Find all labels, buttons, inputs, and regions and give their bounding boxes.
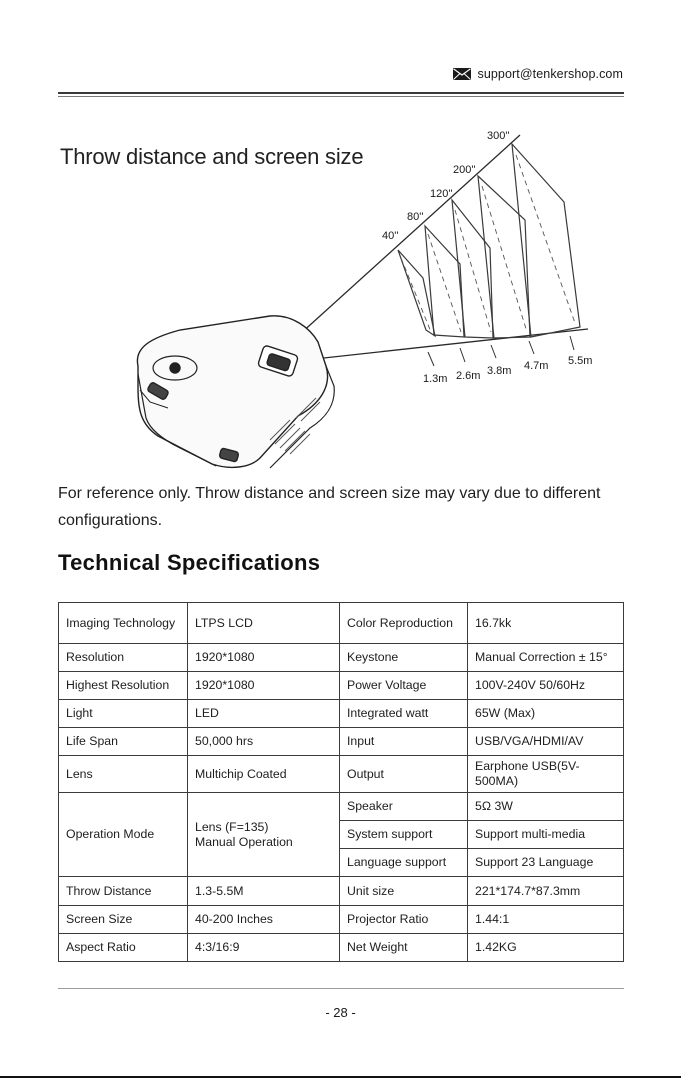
spec-label: Output (340, 756, 468, 793)
spec-label: Throw Distance (59, 877, 188, 906)
specs-table (58, 602, 624, 962)
spec-value: 1.42KG (468, 934, 624, 962)
table-row (59, 700, 624, 728)
spec-label: System support (340, 821, 468, 849)
size-label-40: 40'' (382, 230, 399, 242)
distance-label-1: 1.3m (423, 373, 448, 385)
distance-label-3: 3.8m (487, 365, 512, 377)
spec-label: Color Reproduction (340, 603, 468, 644)
email-text: support@tenkershop.com (477, 67, 623, 81)
spec-value: 65W (Max) (468, 700, 624, 728)
spec-value: LTPS LCD (188, 603, 340, 644)
spec-label: Power Voltage (340, 672, 468, 700)
table-row (59, 603, 624, 644)
spec-label: Operation Mode (59, 793, 188, 877)
spec-value: 16.7kk (468, 603, 624, 644)
projector-illustration (137, 316, 334, 468)
table-row (59, 934, 624, 962)
spec-value: Support multi-media (468, 821, 624, 849)
size-label-80: 80'' (407, 211, 424, 223)
table-row (59, 672, 624, 700)
spec-value: 221*174.7*87.3mm (468, 877, 624, 906)
throw-distance-diagram (120, 118, 600, 478)
table-row (59, 644, 624, 672)
table-row (59, 793, 624, 821)
spec-value: 100V-240V 50/60Hz (468, 672, 624, 700)
spec-value: LED (188, 700, 340, 728)
distance-label-4: 4.7m (524, 360, 549, 372)
spec-label: Imaging Technology (59, 603, 188, 644)
spec-label: Keystone (340, 644, 468, 672)
table-row (59, 728, 624, 756)
support-email (453, 67, 623, 81)
spec-value: 1920*1080 (188, 644, 340, 672)
spec-value: Lens (F=135) Manual Operation (188, 793, 340, 877)
table-row (59, 877, 624, 906)
size-label-120: 120'' (430, 188, 453, 200)
spec-value: 1920*1080 (188, 672, 340, 700)
spec-label: Language support (340, 849, 468, 877)
table-row (59, 756, 624, 793)
spec-value: 40-200 Inches (188, 906, 340, 934)
specs-heading: Technical Specifications (58, 550, 321, 575)
spec-value: Multichip Coated (188, 756, 340, 793)
spec-label: Aspect Ratio (59, 934, 188, 962)
reference-note: For reference only. Throw distance and screen size may vary due to different configurations. (58, 485, 601, 529)
spec-label: Net Weight (340, 934, 468, 962)
spec-label: Input (340, 728, 468, 756)
spec-value: Earphone USB(5V-500MA) (468, 756, 624, 793)
spec-label: Screen Size (59, 906, 188, 934)
spec-value: 50,000 hrs (188, 728, 340, 756)
spec-label: Lens (59, 756, 188, 793)
spec-label: Highest Resolution (59, 672, 188, 700)
diagram-title: Throw distance and screen size (60, 144, 364, 169)
spec-value: USB/VGA/HDMI/AV (468, 728, 624, 756)
spec-label: Resolution (59, 644, 188, 672)
size-label-200: 200'' (453, 164, 476, 176)
distance-label-2: 2.6m (456, 370, 481, 382)
spec-label: Life Span (59, 728, 188, 756)
spec-label: Light (59, 700, 188, 728)
spec-value: 1.44:1 (468, 906, 624, 934)
header-divider (58, 92, 624, 94)
page-number: - 28 - (325, 1005, 356, 1020)
header-divider-thin (58, 96, 624, 97)
spec-value: Manual Correction ± 15° (468, 644, 624, 672)
size-label-300: 300'' (487, 130, 510, 142)
spec-label: Integrated watt (340, 700, 468, 728)
distance-label-5: 5.5m (568, 355, 593, 367)
footer-divider (58, 988, 624, 989)
spec-label: Unit size (340, 877, 468, 906)
spec-label: Projector Ratio (340, 906, 468, 934)
spec-value: 4:3/16:9 (188, 934, 340, 962)
spec-value: Support 23 Language (468, 849, 624, 877)
spec-value: 1.3-5.5M (188, 877, 340, 906)
envelope-icon (453, 68, 471, 80)
table-row (59, 906, 624, 934)
spec-label: Speaker (340, 793, 468, 821)
spec-value: 5Ω 3W (468, 793, 624, 821)
